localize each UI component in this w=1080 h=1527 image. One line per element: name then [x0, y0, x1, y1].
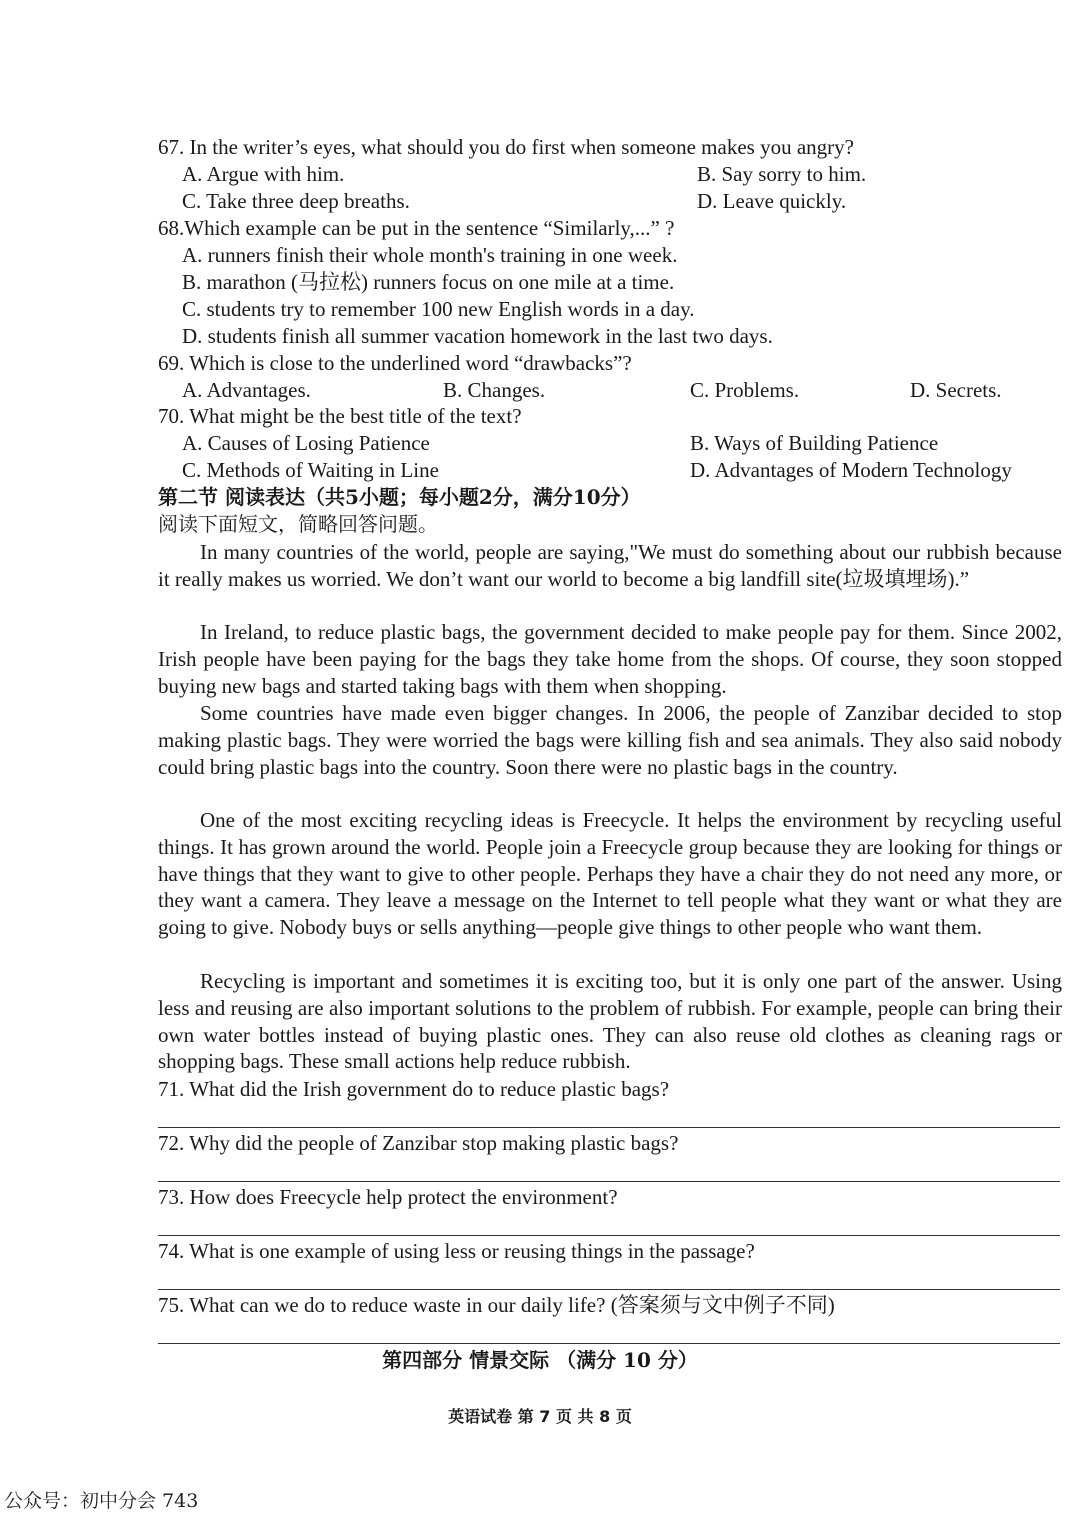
question-69-option-d: D. Secrets. [910, 378, 1002, 402]
question-68-stem: 68.Which example can be put in the sentence “Similarly,...” ? [158, 216, 675, 240]
passage-paragraph-3-text: Some countries have made even bigger changes. In 2006, the people of Zanzibar decided to stop making plastic bags. They were worried the bags were killing fish and sea animals. They also said nobody could bring plastic bags into the country. Soon there were no plastic bags in the country. [158, 701, 1062, 779]
question-67-option-d: D. Leave quickly. [697, 189, 847, 213]
passage-paragraph-4 [158, 807, 1062, 941]
question-70-stem: 70. What might be the best title of the text? [158, 404, 522, 428]
passage-paragraph-2 [158, 619, 1062, 699]
passage-paragraph-5 [158, 968, 1062, 1075]
answer-line-75[interactable] [158, 1343, 1060, 1344]
section-2-instruction: 阅读下面短文，简略回答问题。 [158, 512, 438, 536]
passage-paragraph-5-text: Recycling is important and sometimes it is exciting too, but it is only one part of the answer. Using less and reusing are also important solutions to the problem of rubbish. For example, people can bring their own water bottles instead of buying plastic ones. They can also reuse old clothes as cleaning rags or shopping bags. These small actions help reduce rubbish. [158, 969, 1062, 1074]
answer-line-71[interactable] [158, 1127, 1060, 1128]
question-67-option-b: B. Say sorry to him. [697, 162, 867, 186]
section-2-heading: 第二节 阅读表达（共5小题；每小题2分，满分10分） [158, 485, 641, 509]
question-68-option-b: B. marathon (马拉松) runners focus on one mile at a time. [182, 270, 675, 294]
question-70-option-d: D. Advantages of Modern Technology [690, 458, 1012, 482]
question-69-stem: 69. Which is close to the underlined word “drawbacks”? [158, 351, 632, 375]
passage-paragraph-1-text: In many countries of the world, people are saying,"We must do something about our rubbish because it really makes us worried. We don’t want our world to become a big landfill site(垃圾填埋场).” [158, 540, 1062, 591]
answer-line-74[interactable] [158, 1289, 1060, 1290]
question-67-option-c: C. Take three deep breaths. [182, 189, 410, 213]
passage-paragraph-1 [158, 539, 1062, 593]
question-70-option-c: C. Methods of Waiting in Line [182, 458, 439, 482]
passage-paragraph-2-text: In Ireland, to reduce plastic bags, the government decided to make people pay for them. Since 2002, Irish people have been paying for the bags they take home from the shops. Of course, they soon stopped buying new bags and started taking bags with them when shopping. [158, 620, 1062, 698]
question-69-option-c: C. Problems. [690, 378, 800, 402]
question-72: 72. Why did the people of Zanzibar stop making plastic bags? [158, 1131, 679, 1155]
question-68-option-a: A. runners finish their whole month's training in one week. [182, 243, 678, 267]
question-67-option-a: A. Argue with him. [182, 162, 345, 186]
answer-line-72[interactable] [158, 1181, 1060, 1182]
question-68-option-d: D. students finish all summer vacation homework in the last two days. [182, 324, 773, 348]
question-73: 73. How does Freecycle help protect the environment? [158, 1185, 618, 1209]
passage-paragraph-4-text: One of the most exciting recycling ideas is Freecycle. It helps the environment by recycling useful things. It has grown around the world. People join a Freecycle group because they are looking for things or have things that they want to give to other people. Perhaps they have a chair they do not need any more, or they want a camera. They leave a message on the Internet to tell people what they want or what they are going to give. Nobody buys or sells anything—people give things to other people who want them. [158, 808, 1062, 940]
answer-line-73[interactable] [158, 1235, 1060, 1236]
question-75: 75. What can we do to reduce waste in our daily life? (答案须与文中例子不同) [158, 1293, 835, 1317]
passage-paragraph-3 [158, 700, 1062, 780]
page-footer: 英语试卷 第 7 页 共 8 页 [448, 1407, 632, 1426]
question-69-option-b: B. Changes. [443, 378, 546, 402]
question-67-stem: 67. In the writer’s eyes, what should you do first when someone makes you angry? [158, 135, 854, 159]
question-71: 71. What did the Irish government do to reduce plastic bags? [158, 1077, 670, 1101]
part-4-heading: 第四部分 情景交际 （满分 10 分） [382, 1348, 698, 1372]
question-70-option-a: A. Causes of Losing Patience [182, 431, 430, 455]
question-70-option-b: B. Ways of Building Patience [690, 431, 939, 455]
question-68-option-c: C. students try to remember 100 new English words in a day. [182, 297, 695, 321]
question-69-option-a: A. Advantages. [182, 378, 311, 402]
watermark-text: 公众号：初中分会 743 [4, 1490, 199, 1512]
question-74: 74. What is one example of using less or reusing things in the passage? [158, 1239, 755, 1263]
